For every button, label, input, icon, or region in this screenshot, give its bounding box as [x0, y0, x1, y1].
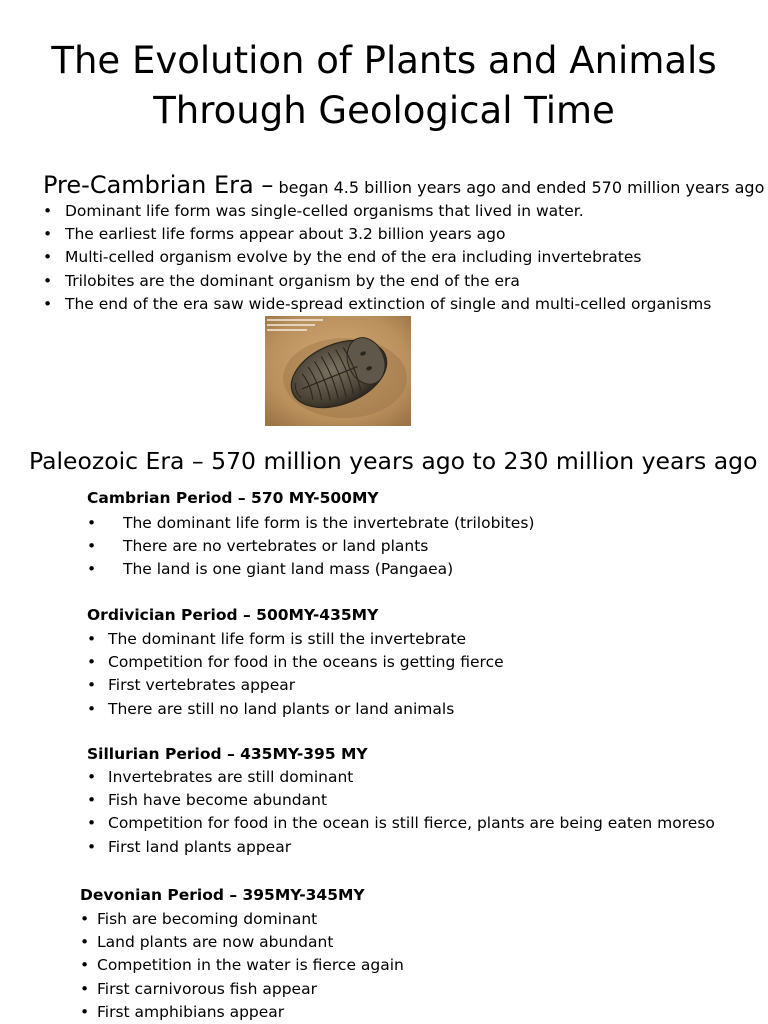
paleozoic-heading: Paleozoic Era – 570 million years ago to 230 million years ago: [29, 447, 758, 475]
list-item: • The dominant life form is the invertebrate (trilobites): [123, 512, 534, 535]
list-item: • The earliest life forms appear about 3.2 billion years ago: [65, 223, 711, 246]
ordivician-bullet-list: [108, 628, 504, 721]
devonian-period-heading: Devonian Period – 395MY-345MY: [80, 886, 365, 904]
list-item: • Competition for food in the oceans is getting fierce: [108, 651, 504, 674]
cambrian-period-heading: Cambrian Period – 570 MY-500MY: [87, 489, 379, 507]
trilobite-fossil-image: [265, 316, 411, 426]
silurian-bullet-list: [108, 766, 715, 859]
list-item: • Competition for food in the ocean is still fierce, plants are being eaten moreso: [108, 812, 715, 835]
cambrian-bullet-list: [123, 512, 534, 582]
list-item: • Land plants are now abundant: [97, 931, 404, 954]
page-title: [0, 36, 768, 136]
list-item: • Multi-celled organism evolve by the end of the era including invertebrates: [65, 246, 711, 269]
list-item: • The land is one giant land mass (Pangaea): [123, 558, 534, 581]
precambrian-era-name: Pre-Cambrian Era –: [43, 171, 274, 199]
precambrian-era-dates: began 4.5 billion years ago and ended 570 million years ago: [278, 178, 765, 197]
list-item: • Dominant life form was single-celled organisms that lived in water.: [65, 200, 711, 223]
precambrian-heading: [43, 171, 764, 199]
list-item: • First carnivorous fish appear: [97, 978, 404, 1001]
list-item: • Trilobites are the dominant organism by the end of the era: [65, 270, 711, 293]
ordivician-period-heading: Ordivician Period – 500MY-435MY: [87, 606, 379, 624]
list-item: • Invertebrates are still dominant: [108, 766, 715, 789]
silurian-period-heading: Sillurian Period – 435MY-395 MY: [87, 745, 368, 763]
title-line-2: Through Geological Time: [153, 89, 615, 132]
list-item: • There are no vertebrates or land plants: [123, 535, 534, 558]
list-item: • The dominant life form is still the invertebrate: [108, 628, 504, 651]
title-line-1: The Evolution of Plants and Animals: [51, 39, 717, 82]
devonian-bullet-list: [97, 908, 404, 1024]
list-item: • First land plants appear: [108, 836, 715, 859]
list-item: • Fish have become abundant: [108, 789, 715, 812]
list-item: • First amphibians appear: [97, 1001, 404, 1024]
list-item: • The end of the era saw wide-spread extinction of single and multi-celled organisms: [65, 293, 711, 316]
list-item: • Competition in the water is fierce again: [97, 954, 404, 977]
list-item: • Fish are becoming dominant: [97, 908, 404, 931]
list-item: • There are still no land plants or land animals: [108, 698, 504, 721]
precambrian-bullet-list: [65, 200, 711, 316]
list-item: • First vertebrates appear: [108, 674, 504, 697]
